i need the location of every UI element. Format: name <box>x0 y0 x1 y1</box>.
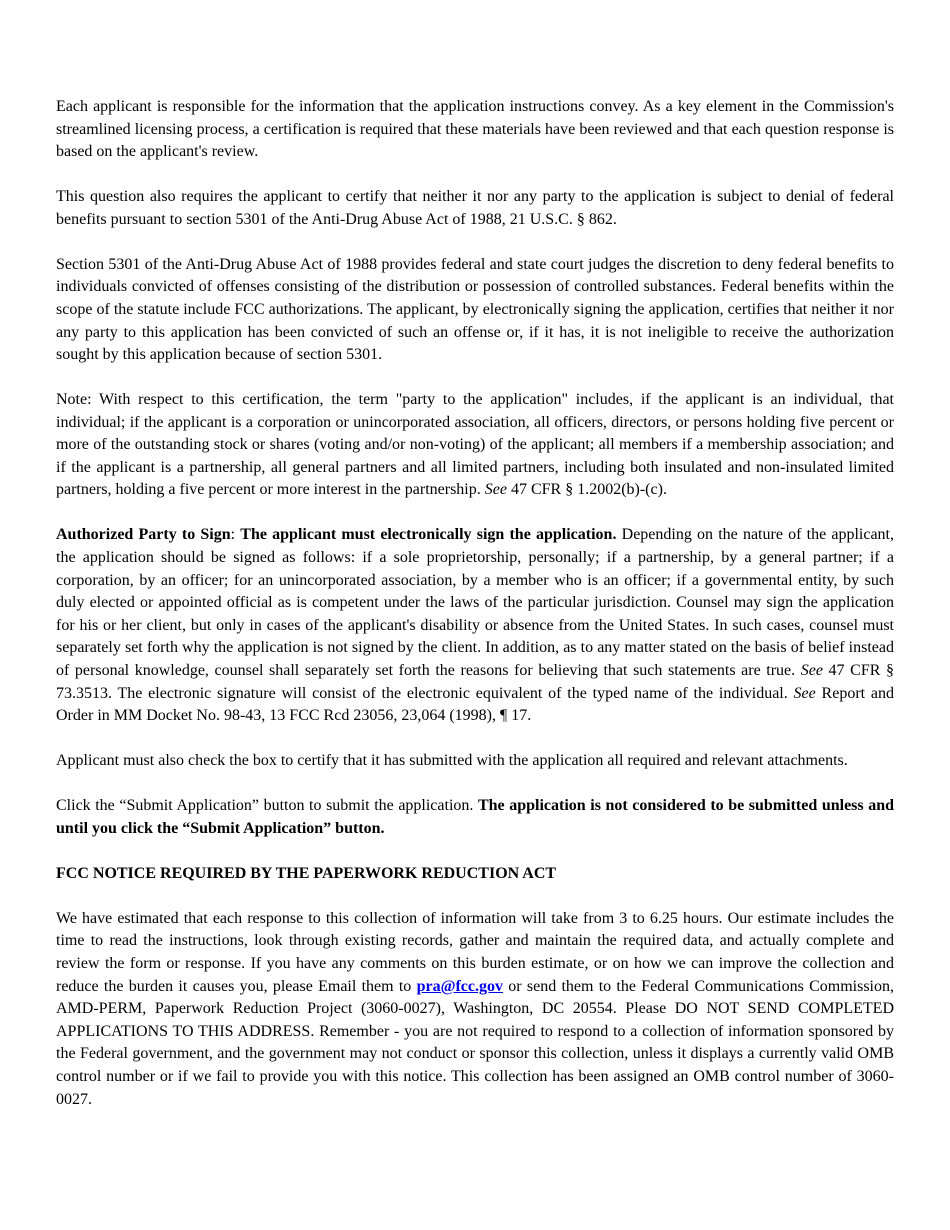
paragraph-anti-drug-certification: This question also requires the applicant to certify that neither it nor any party to the application is subject to denial of federal benefits pursuant to section 5301 of the Anti-Drug Abuse Act of 1988, 21 U.S.C. § 862. <box>56 188 894 228</box>
submit-text: Click the “Submit Application” button to submit the application. <box>56 797 478 815</box>
paperwork-text2: or send them to the Federal Communications Commission, AMD-PERM, Paperwork Reduction Project (3060-0027), Washington, DC 20554. Please DO NOT SEND COMPLETED APPLICATIONS TO THIS ADDRESS. Remember - you are not required to respond to a collection of information sponsored by the Federal government, and the government may not conduct or sponsor this collection, unless it displays a currently valid OMB control number or if we fail to provide you with this notice. This collection has been assigned an OMB control number of 3060-0027. <box>56 977 894 1108</box>
authorized-party-colon: : <box>230 526 241 544</box>
paragraph-section-5301: Section 5301 of the Anti-Drug Abuse Act of 1988 provides federal and state court judges the discretion to deny federal benefits to individuals convicted of offenses consisting of the distribution or possession of controlled substances. Federal benefits within the scope of the statute include FCC authorizations. The applicant, by electronically signing the application, certifies that neither it nor any party to this application has been convicted of such an offense or, if it has, it is not ineligible to receive the authorization sought by this application because of section 5301. <box>56 255 894 364</box>
authorized-party-text1: Depending on the nature of the applicant, the application should be signed as follows: if a sole proprietorship, personally; if a partnership, by a general partner; if a corporation, by an officer; for an unincorporated association, by a member who is an officer; if a governmental entity, by such duly elected or appointed official as is competent under the laws of the particular jurisdiction. Counsel may sign the application for his or her client, but only in cases of the applicant's disability or absence from the United States. In such cases, counsel must separately set forth why the application is not signed by the client. In addition, as to any matter stated on the basis of belief instead of personal knowledge, counsel shall separately set forth the reasons for believing that such statements are true. <box>56 526 894 680</box>
paragraph-attachments: Applicant must also check the box to certify that it has submitted with the application all required and relevant attachments. <box>56 752 848 770</box>
authorized-party-text2: 47 CFR § 73.3513. The electronic signature will consist of the electronic equivalent of the typed name of the individual. <box>56 662 894 702</box>
paperwork-text1: We have estimated that each response to this collection of information will take from 3 to 6.25 hours. Our estimate includes the time to read the instructions, look through existing records, gather and maintain the required data, and actually complete and review the form or response. If you have any comments on this burden estimate, or on how we can improve the collection and reduce the burden it causes you, please Email them to <box>56 909 894 995</box>
paragraph-submit <box>56 795 894 840</box>
note-text: Note: With respect to this certification, the term "party to the application" includes, if the applicant is an individual, that individual; if the applicant is a corporation or unincorporated association, all officers, directors, or persons holding five percent or more of the outstanding stock or shares (voting and/or non-voting) of the applicant; all members if a membership association; and if the applicant is a partnership, all general partners and all limited partners, including both insulated and non-insulated limited partners, holding a five percent or more interest in the partnership. <box>56 391 894 499</box>
document-page <box>56 96 894 1133</box>
authorized-party-see2: See <box>793 684 816 702</box>
authorized-party-bold: The applicant must electronically sign the application. <box>240 526 617 544</box>
paragraph-applicant-responsibility: Each applicant is responsible for the information that the application instructions convey. As a key element in the Commission's streamlined licensing process, a certification is required that these materials have been reviewed and that each question response is based on the applicant's review. <box>56 98 894 161</box>
authorized-party-text3: Report and Order in MM Docket No. 98-43, 13 FCC Rcd 23056, 23,064 (1998), ¶ 17. <box>56 684 894 725</box>
note-cite: 47 CFR § 1.2002(b)-(c). <box>506 481 667 499</box>
note-see: See <box>484 481 507 499</box>
paragraph-party-note <box>56 389 894 502</box>
email-link[interactable]: pra@fcc.gov <box>416 977 503 995</box>
paragraph-paperwork <box>56 908 894 1111</box>
submit-bold: The application is not considered to be submitted unless and until you click the “Submit Application” button. <box>56 797 894 837</box>
authorized-party-label: Authorized Party to Sign <box>56 526 231 544</box>
section-heading: FCC NOTICE REQUIRED BY THE PAPERWORK REDUCTION ACT <box>56 864 557 882</box>
paragraph-authorized-party <box>56 524 894 727</box>
authorized-party-see1: See <box>800 662 823 680</box>
